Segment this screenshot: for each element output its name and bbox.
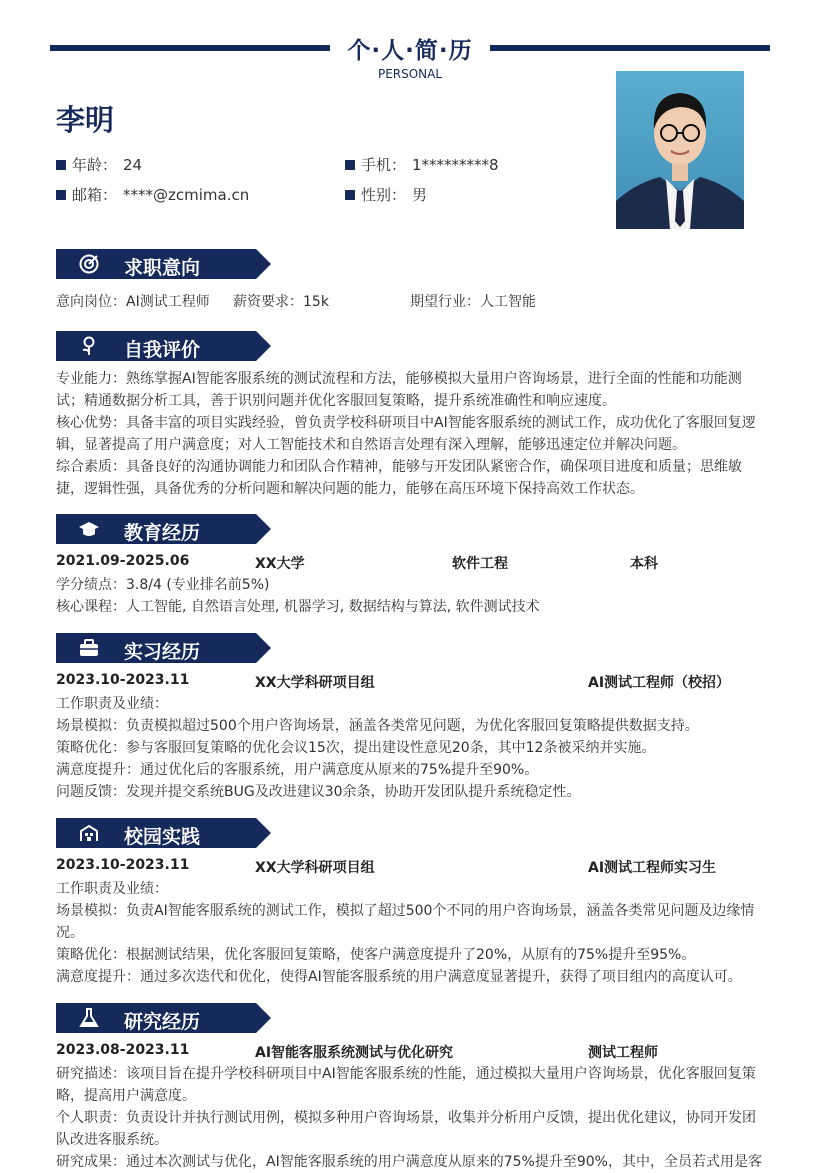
education-details (56, 574, 776, 618)
research-project: AI智能客服系统测试与优化研究 (255, 1045, 454, 1061)
self-eval-line: 捷，逻辑性强，具备优秀的分析问题和解决问题的能力，能够在高压环境下保持高效工作状态。 (56, 481, 644, 497)
section-title-intent: 求职意向 (124, 257, 201, 279)
graduation-cap-icon (78, 518, 100, 540)
section-header-research (56, 1003, 271, 1033)
profile-photo (616, 71, 744, 229)
email-row (56, 184, 249, 205)
campus-line: 策略优化：根据测试结果，优化客服回复策略，使客户满意度提升了20%，从原有的75%提升至95%。 (56, 947, 696, 963)
age-label: 年龄： (72, 156, 118, 174)
education-school: XX大学 (255, 556, 305, 572)
building-icon (78, 822, 100, 844)
intent-salary: 薪资要求：15k (233, 294, 329, 310)
age-row (56, 154, 142, 175)
resume-title: 个·人·简·历 (347, 38, 473, 64)
gender-value: 男 (412, 186, 428, 204)
email-label: 邮箱： (72, 186, 118, 204)
research-role: 测试工程师 (588, 1045, 658, 1061)
section-header-internship (56, 633, 271, 663)
email-value: ****@zcmima.cn (123, 185, 250, 204)
section-title-internship: 实习经历 (124, 641, 201, 663)
research-line: 研究描述：该项目旨在提升学校科研项目中AI智能客服系统的性能，通过模拟大量用户咨询场景，优化客服回复策 (56, 1066, 756, 1082)
internship-org: XX大学科研项目组 (255, 675, 375, 691)
campus-details (56, 878, 776, 988)
gender-label: 性别： (361, 186, 407, 204)
campus-date: 2023.10-2023.11 (56, 857, 190, 873)
education-major: 软件工程 (452, 556, 508, 572)
self-eval-line: 试；精通数据分析工具，善于识别问题并优化客服回复策略，提升系统准确性和响应速度。 (56, 393, 616, 409)
internship-line: 策略优化：参与客服回复策略的优化会议15次，提出建设性意见20条，其中12条被采纳并实施。 (56, 740, 656, 756)
self-eval-line: 辑，显著提高了用户满意度；对人工智能技术和自然语言处理有深入理解，能够迅速定位并解决问题。 (56, 437, 686, 453)
section-title-education: 教育经历 (124, 522, 201, 544)
intent-position: 意向岗位：AI测试工程师 (56, 294, 210, 310)
research-line: 队改进客服系统。 (56, 1132, 168, 1148)
bullet-square-icon (345, 190, 355, 200)
gender-row (345, 184, 427, 205)
section-title-self-eval: 自我评价 (124, 339, 201, 361)
self-eval-text (56, 368, 776, 500)
internship-line: 问题反馈：发现并提交系统BUG及改进建议30余条，协助开发团队提升系统稳定性。 (56, 784, 581, 800)
phone-value: 1*********8 (412, 155, 499, 174)
section-header-intent (56, 249, 271, 279)
section-title-campus: 校园实践 (124, 826, 201, 848)
section-header-campus (56, 818, 271, 848)
internship-details (56, 693, 776, 803)
target-icon (78, 253, 100, 275)
education-date: 2021.09-2025.06 (56, 553, 190, 569)
internship-role: AI测试工程师（校招） (588, 675, 731, 691)
campus-role: AI测试工程师实习生 (588, 860, 717, 876)
self-eval-line: 综合素质：具备良好的沟通协调能力和团队合作精神，能够与开发团队紧密合作，确保项目进度和质量；思维敏 (56, 459, 742, 475)
resume-subtitle: PERSONAL (377, 67, 443, 81)
internship-line: 工作职责及业绩： (56, 696, 168, 712)
internship-line: 场景模拟：负责模拟超过500个用户咨询场景，涵盖各类常见问题，为优化客服回复策略提供数据支持。 (56, 718, 699, 734)
header-rule-right (490, 45, 770, 51)
phone-label: 手机： (361, 156, 407, 174)
campus-line: 场景模拟：负责AI智能客服系统的测试工作，模拟了超过500个不同的用户咨询场景，涵盖各类常见问题及边缘情 (56, 903, 755, 919)
self-eval-line: 专业能力：熟练掌握AI智能客服系统的测试流程和方法，能够模拟大量用户咨询场景，进行全面的性能和功能测 (56, 371, 742, 387)
briefcase-icon (78, 637, 100, 659)
research-date: 2023.08-2023.11 (56, 1042, 190, 1058)
education-line: 核心课程：人工智能, 自然语言处理, 机器学习, 数据结构与算法, 软件测试技术 (56, 599, 540, 615)
research-line: 研究成果：通过本次测试与优化，AI智能客服系统的用户满意度从原来的75%提升至90%，其中，全员若式用是客 (56, 1154, 762, 1170)
section-header-education (56, 514, 271, 544)
phone-row (345, 154, 499, 175)
bullet-square-icon (56, 160, 66, 170)
flower-icon (78, 335, 100, 357)
section-header-self-eval (56, 331, 271, 361)
campus-org: XX大学科研项目组 (255, 860, 375, 876)
research-details (56, 1063, 776, 1173)
self-eval-line: 核心优势：具备丰富的项目实践经验，曾负责学校科研项目中AI智能客服系统的测试工作，成功优化了客服回复逻 (56, 415, 756, 431)
flask-icon (78, 1007, 100, 1029)
campus-line: 况。 (56, 925, 84, 941)
internship-line: 满意度提升：通过优化后的客服系统，用户满意度从原来的75%提升至90%。 (56, 762, 539, 778)
bullet-square-icon (56, 190, 66, 200)
research-line: 个人职责：负责设计并执行测试用例，模拟多种用户咨询场景，收集并分析用户反馈，提出优化建议，协同开发团 (56, 1110, 756, 1126)
candidate-name: 李明 (56, 103, 115, 137)
campus-line: 满意度提升：通过多次迭代和优化，使得AI智能客服系统的用户满意度显著提升，获得了项目组内的高度认可。 (56, 969, 742, 985)
education-degree: 本科 (630, 556, 658, 572)
section-title-research: 研究经历 (124, 1011, 201, 1033)
bullet-square-icon (345, 160, 355, 170)
campus-line: 工作职责及业绩： (56, 881, 168, 897)
header-rule-left (50, 45, 330, 51)
age-value: 24 (123, 155, 143, 174)
education-line: 学分绩点：3.8/4 (专业排名前5%) (56, 577, 270, 593)
internship-date: 2023.10-2023.11 (56, 672, 190, 688)
research-line: 略，提高用户满意度。 (56, 1088, 196, 1104)
intent-industry: 期望行业：人工智能 (410, 294, 536, 310)
